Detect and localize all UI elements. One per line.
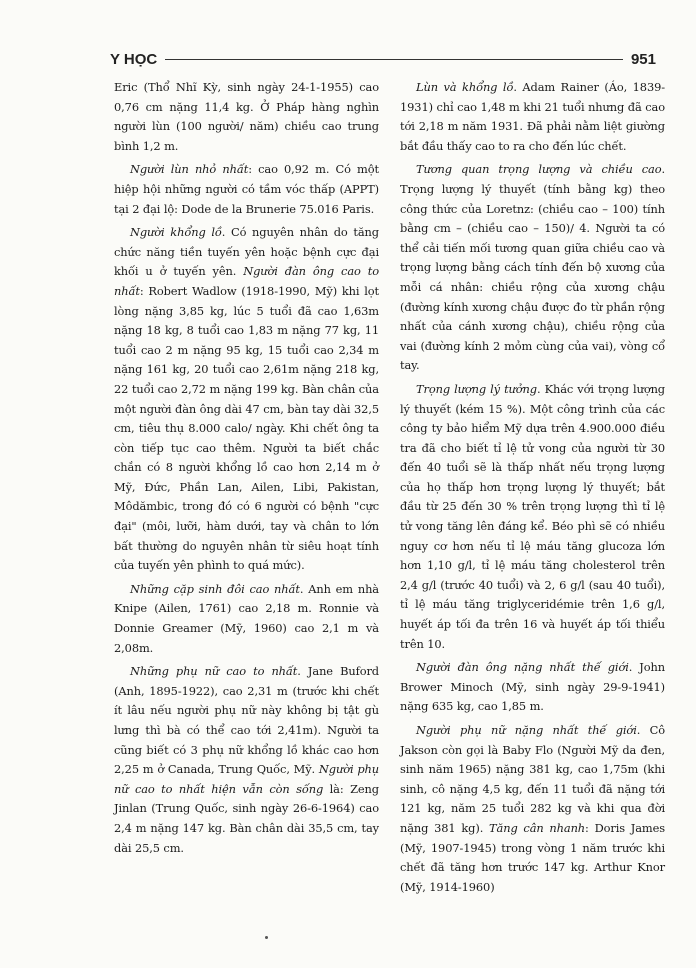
text-run: . Trọng lượng lý thuyết (tính bằng kg) theo công thức của Loretnz: (chiều cao – 100) tính bằng cm – (chiều cao – 150)/ 4. Người ta có thể cải tiến mối tương quan giữa chiều cao và trọng lượng bằng cách tính đến bộ xương của mỗi cá nhân: chiều rộng của xương chậu (đường kính xương chậu được đo từ phần rộng nhất của cánh xương chậu), chiều rộng của vai (đường kính 2 mỏm cùng của vai), vòng cổ tay. (400, 162, 665, 373)
text-run: . Jane Buford (Anh, 1895-1922), cao 2,31 m (trước khi chết ít lâu nếu người phụ nữ này không bị tật gù lưng thì bà có thể cao tới 2,41m). Người ta cũng biết có 3 phụ nữ khổng lồ khác cao hơn 2,25 m ở Canada, Trung Quốc, Mỹ. (114, 664, 379, 777)
right-column (400, 78, 665, 901)
italic-term: Tăng cân nhanh (489, 820, 586, 835)
text-run: Eric (Thổ Nhĩ Kỳ, sinh ngày 24-1-1955) cao 0,76 cm nặng 11,4 kg. Ở Pháp hàng nghìn người lùn (100 người/ năm) chiều cao trung bình 1,2 m. (114, 80, 379, 153)
paragraph (114, 662, 379, 858)
paragraph (114, 160, 379, 219)
text-run: . Adam Rainer (Áo, 1839-1931) chỉ cao 1,48 m khi 21 tuổi nhưng đã cao tới 2,18 m năm 1931. Đã phải nằm liệt giường bắt đầu thấy cao to ra cho đến lúc chết. (400, 80, 665, 153)
paragraph (400, 380, 665, 654)
paragraph (400, 658, 665, 717)
text-run: là: Zeng Jinlan (Trung Quốc, sinh ngày 26-6-1964) cao 2,4 m nặng 147 kg. Bàn chân dài 35,5 cm, tay dài 25,5 cm. (114, 781, 379, 855)
section-title: Y HỌC (110, 50, 158, 68)
italic-term: Người đàn ông cao to nhất (114, 264, 379, 298)
italic-term: Người phụ nữ nặng nhất thế giới (416, 723, 637, 737)
italic-term: Tương quan trọng lượng và chiều cao (416, 162, 662, 177)
italic-term: Những phụ nữ cao to nhất (130, 664, 298, 679)
text-run: . John Brower Minoch (Mỹ, sinh ngày 29-9-1941) nặng 635 kg, cao 1,85 m. (400, 660, 665, 714)
running-header (110, 46, 656, 72)
italic-term: Những cặp sinh đôi cao nhất (130, 581, 300, 596)
italic-term: Người khổng lồ (130, 225, 222, 240)
italic-term: Người phụ nữ cao to nhất hiện vẫn còn sống (114, 762, 379, 796)
paragraph (114, 580, 379, 658)
text-run: . Anh em nhà Knipe (Ailen, 1761) cao 2,18 m. Ronnie và Donnie Greamer (Mỹ, 1960) cao 2,1 m và 2,08m. (114, 581, 380, 655)
text-run: : Robert Wadlow (1918-1990, Mỹ) khi lọt lòng nặng 3,85 kg, lúc 5 tuổi đã cao 1,63m nặng 18 kg, 8 tuổi cao 1,83 m nặng 77 kg, 11 tuổi cao 2 m nặng 95 kg, 15 tuổi cao 2,34 m nặng 161 kg, 20 tuổi cao 2,61m nặng 218 kg, 22 tuổi cao 2,72 m nặng 199 kg. Bàn chân của một người đàn ông dài 47 cm, bàn tay dài 32,5 cm, tiêu thụ 8.000 calo/ ngày. Khi chết ông ta còn tiếp tục cao thêm. Người ta biết chắc chắn có 8 người khổng lồ cao hơn 2,14 m ở Mỹ, Đức, Phần Lan, Ailen, Libi, Pakistan, Môdămbic, trong đó có 6 người có bệnh "cực đại" (môi, lưỡi, hàm dưới, tay và chân to lớn bất thường do nguyên nhân từ siêu hoạt tính của tuyến yên phình to quá mức). (114, 283, 379, 573)
paragraph (114, 223, 379, 576)
header-rule (165, 59, 623, 60)
italic-term: Lùn và khổng lồ (416, 80, 514, 94)
italic-term: Người đàn ông nặng nhất thế giới (416, 660, 629, 675)
paragraph (114, 78, 379, 156)
text-run: . Khác với trọng lượng lý thuyết (kém 15 %). Một công trình của các công ty bảo hiểm Mỹ dựa trên 4.900.000 điều tra đã cho biết tỉ lệ tử vong của người từ 30 đến 40 tuổi sẽ là thấp nhất nếu trọng lượng của họ thấp hơn trọng lượng lý thuyết; bắt đầu từ 25 đến 30 % trên trọng lượng thì tỉ lệ tử vong tăng lên đáng kể. Béo phì sẽ có nhiều nguy cơ hơn nếu tỉ lệ máu tăng glucoza lớn hơn 1,10 g/l, tỉ lệ máu tăng cholesterol trên 2,4 g/l (trước 40 tuổi) và 2, 6 g/l (sau 40 tuổi), tỉ lệ máu tăng triglyceridémie trên 1,6 g/l, huyết áp tối đa trên 16 và huyết áp tối thiểu trên 10. (400, 381, 665, 651)
left-column (114, 78, 379, 862)
print-speck (265, 936, 268, 939)
text-run: : cao 0,92 m. Có một hiệp hội những người có tầm vóc thấp (APPT) tại 2 đại lộ: Dode de la Brunerie 75.016 Paris. (114, 162, 379, 216)
text-run: : Doris James (Mỹ, 1907-1945) trong vòng 1 năm trước khi chết đã tăng hơn trước 147 kg. Arthur Knor (Mỹ, 1914-1960) (400, 820, 666, 894)
italic-term: Người lùn nhỏ nhất (130, 162, 249, 177)
paragraph (400, 78, 665, 156)
paragraph (400, 721, 665, 897)
paragraph (400, 160, 665, 376)
page-number: 951 (630, 50, 656, 68)
text-run: . Có nguyên nhân do tăng chức năng tiền tuyến yên hoặc bệnh cực đại khối u ở tuyến yên. (114, 225, 379, 279)
text-run: . Cô Jakson còn gọi là Baby Flo (Người Mỹ da đen, sinh năm 1965) nặng 381 kg, cao 1,75m (khi sinh, cô nặng 4,5 kg, đến 11 tuổi đã nặng tới 121 kg, năm 25 tuổi 282 kg và khi qua đời nặng 381 kg). (400, 723, 665, 835)
italic-term: Trọng lượng lý tưởng (416, 381, 537, 396)
